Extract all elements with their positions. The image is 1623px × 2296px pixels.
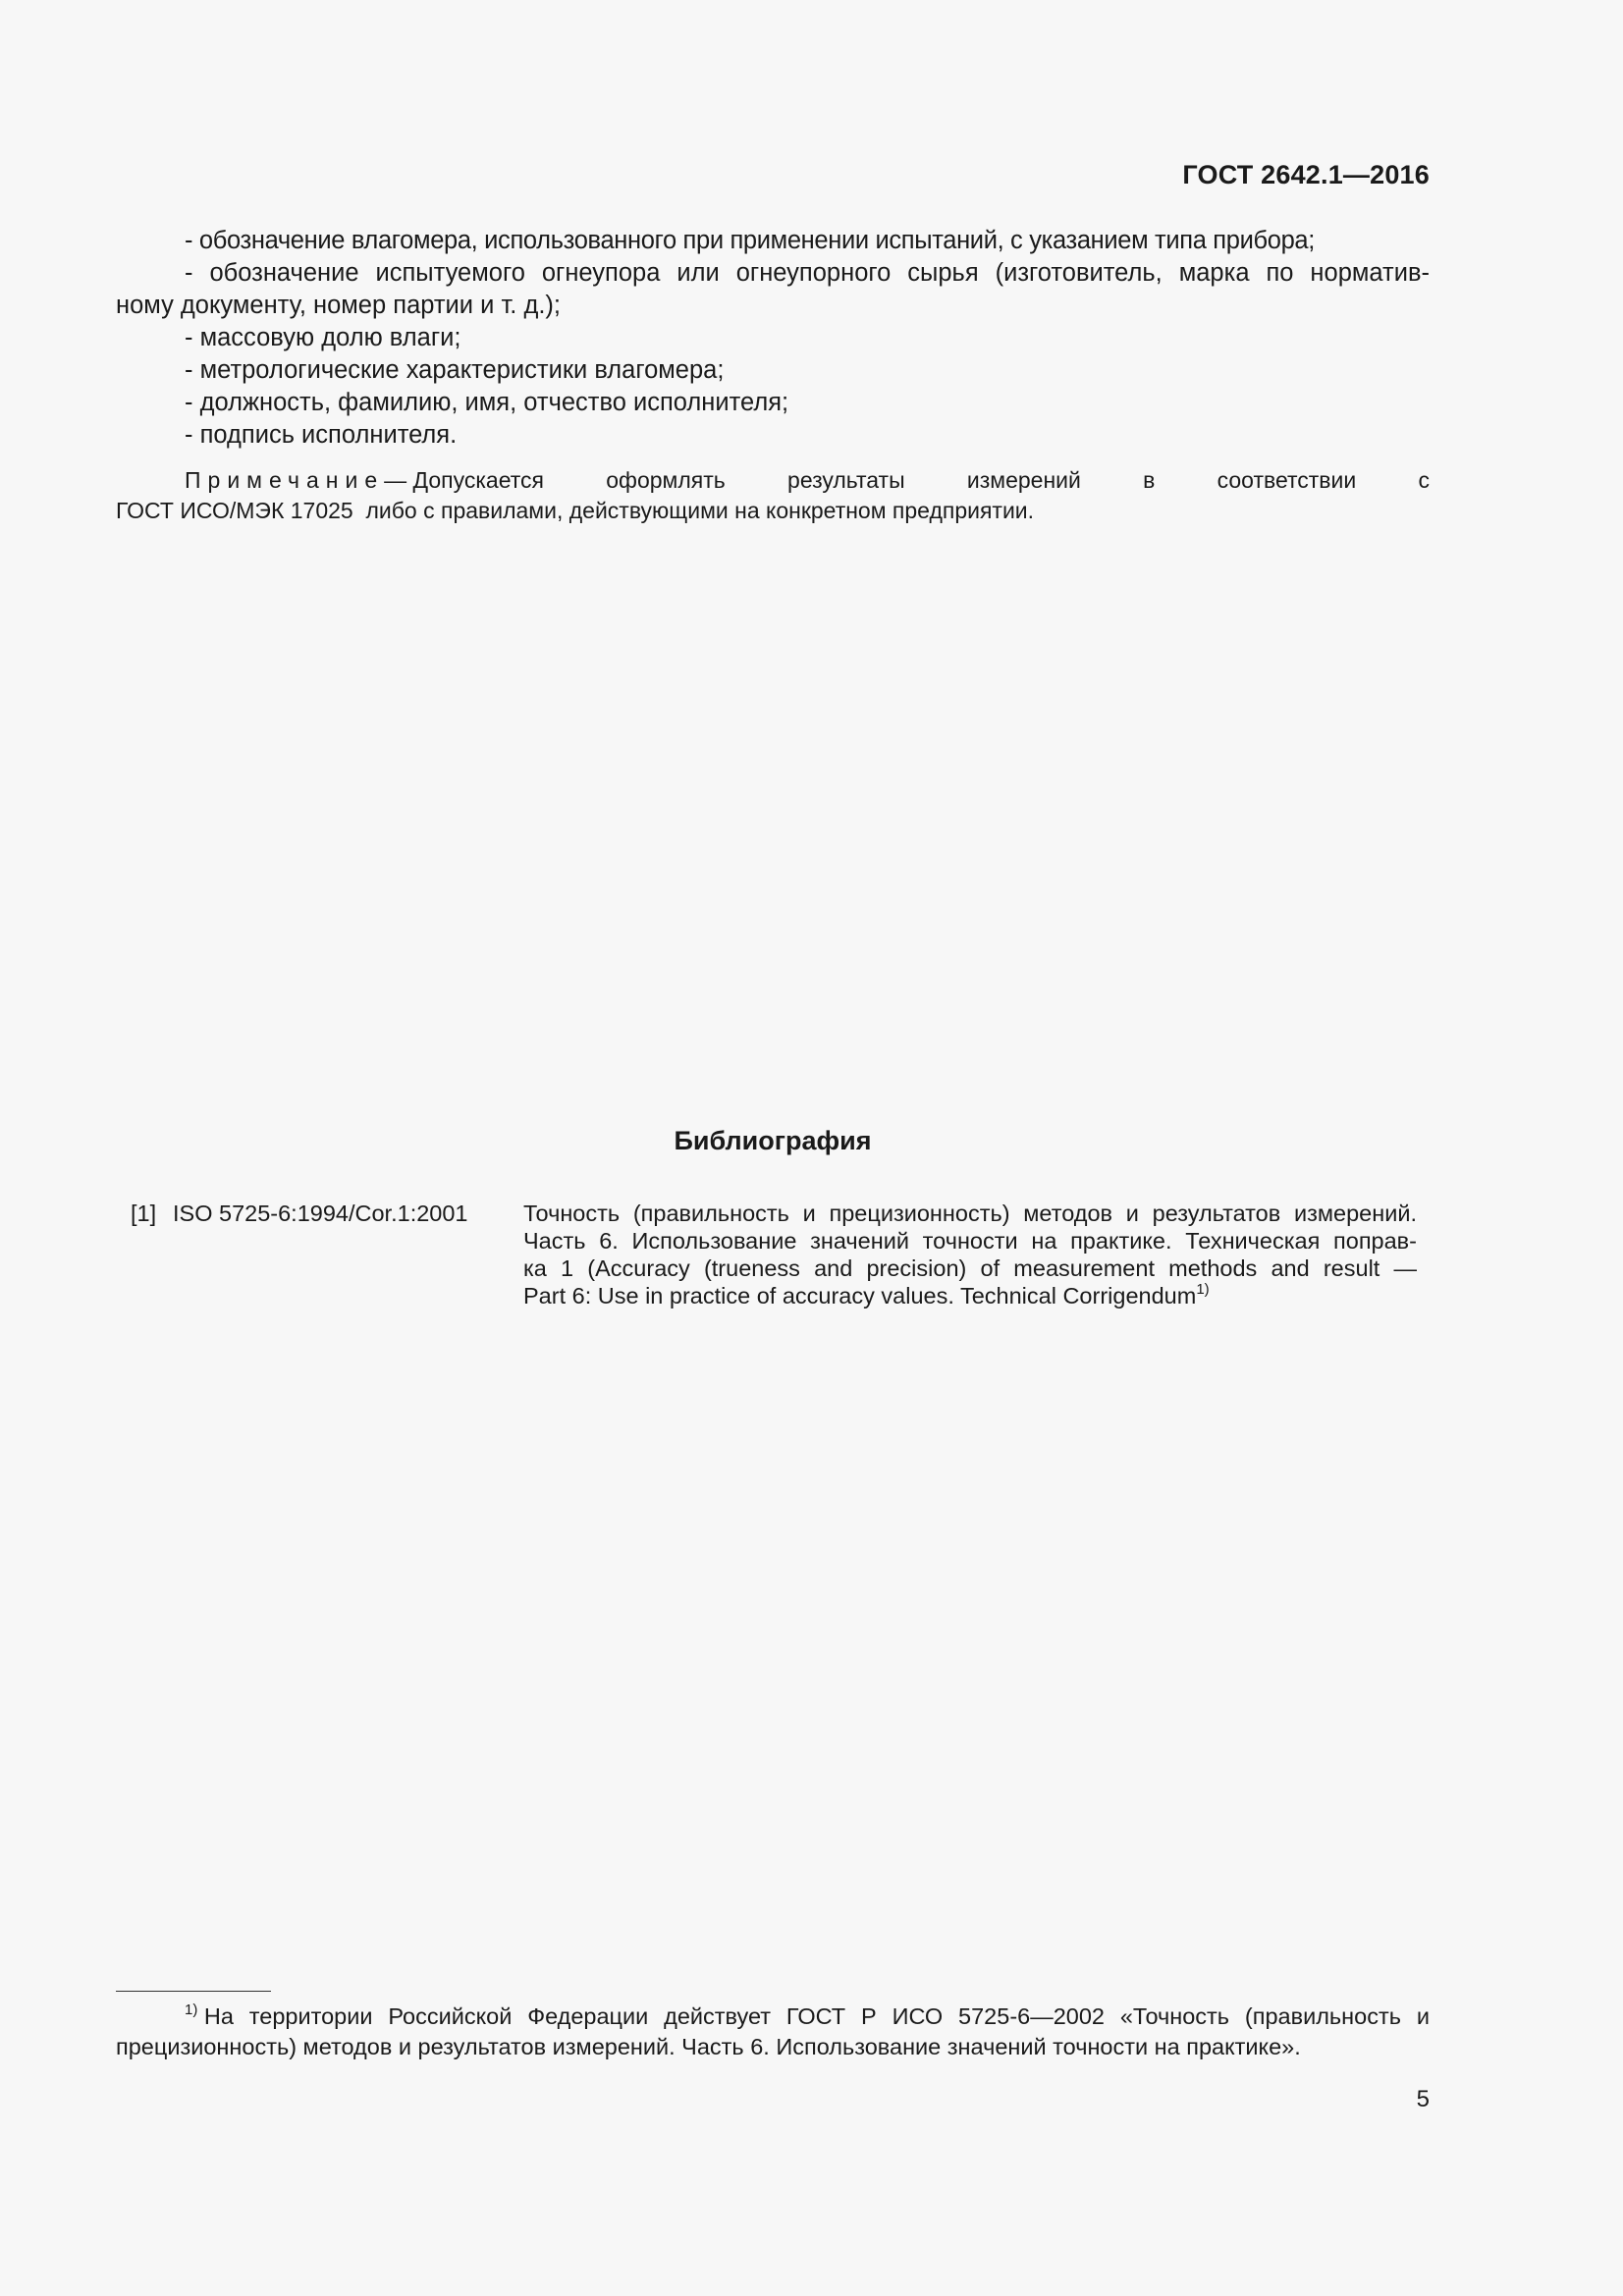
entry-line: Part 6: Use in practice of accuracy values. Technical Corrigendum$^{1)}$ xyxy=(523,1281,1210,1308)
list-item: - должность, фамилию, имя, отчество исполнителя; xyxy=(185,389,789,416)
page-number: 5 xyxy=(1416,2086,1430,2112)
footnote-first-line: $^{1)}$ На территории Российской Федерации действует ГОСТ Р ИСО 5725-6—2002 «Точность (правильность и xyxy=(185,2002,1430,2029)
note-word: — Допускается xyxy=(384,467,544,493)
footnote-divider xyxy=(116,1991,271,1992)
document-header: ГОСТ 2642.1—2016 xyxy=(1182,160,1430,189)
entry-reference: ISO 5725-6:1994/Cor.1:2001 xyxy=(173,1201,468,1226)
bibliography-title: Библиография xyxy=(674,1126,872,1155)
footnote-second-line: прецизионность) методов и результатов измерений. Часть 6. Использование значений точности на практике». xyxy=(116,2034,1301,2059)
list-item: - подпись исполнителя. xyxy=(185,421,458,449)
footnote-mark: 1) xyxy=(185,2002,198,2018)
note-word: результаты xyxy=(787,467,905,493)
entry-number: [1] xyxy=(131,1201,157,1226)
list-item: - метрологические характеристики влагомера; xyxy=(185,356,725,384)
entry-line: Часть 6. Использование значений точности на практике. Техническая поправ- xyxy=(523,1228,1417,1254)
list-item: - обозначение влагомера, использованного при применении испытаний, с указанием типа прибора; xyxy=(185,227,1315,254)
note-word: в xyxy=(1143,467,1156,493)
entry-line: ка 1 (Accuracy (trueness and precision) of measurement methods and result — xyxy=(523,1255,1417,1281)
note-second-line: ГОСТ ИСО/МЭК 17025 либо с правилами, действующими на конкретном предприятии. xyxy=(116,498,1035,523)
footnote xyxy=(116,2002,1430,2062)
note xyxy=(116,465,1430,526)
entry-line: Точность (правильность и прецизионность) методов и результатов измерений. xyxy=(523,1201,1417,1226)
note-word: измерений xyxy=(966,467,1081,493)
entry-description xyxy=(523,1200,1417,1309)
list-item: - массовую долю влаги; xyxy=(185,324,461,351)
note-word: оформлять xyxy=(606,467,726,493)
list-item: - обозначение испытуемого огнеупора или огнеупорного сырья (изготовитель, марка по норматив- xyxy=(185,259,1430,287)
list-item-continuation: ному документу, номер партии и т. д.); xyxy=(116,292,562,319)
note-first-line xyxy=(116,465,1430,496)
note-word: соответствии xyxy=(1217,467,1357,493)
note-word: с xyxy=(1418,467,1430,493)
report-contents-list xyxy=(116,225,1430,452)
note-label: Примечание xyxy=(185,467,385,493)
footnote-reference: 1) xyxy=(1196,1281,1210,1298)
